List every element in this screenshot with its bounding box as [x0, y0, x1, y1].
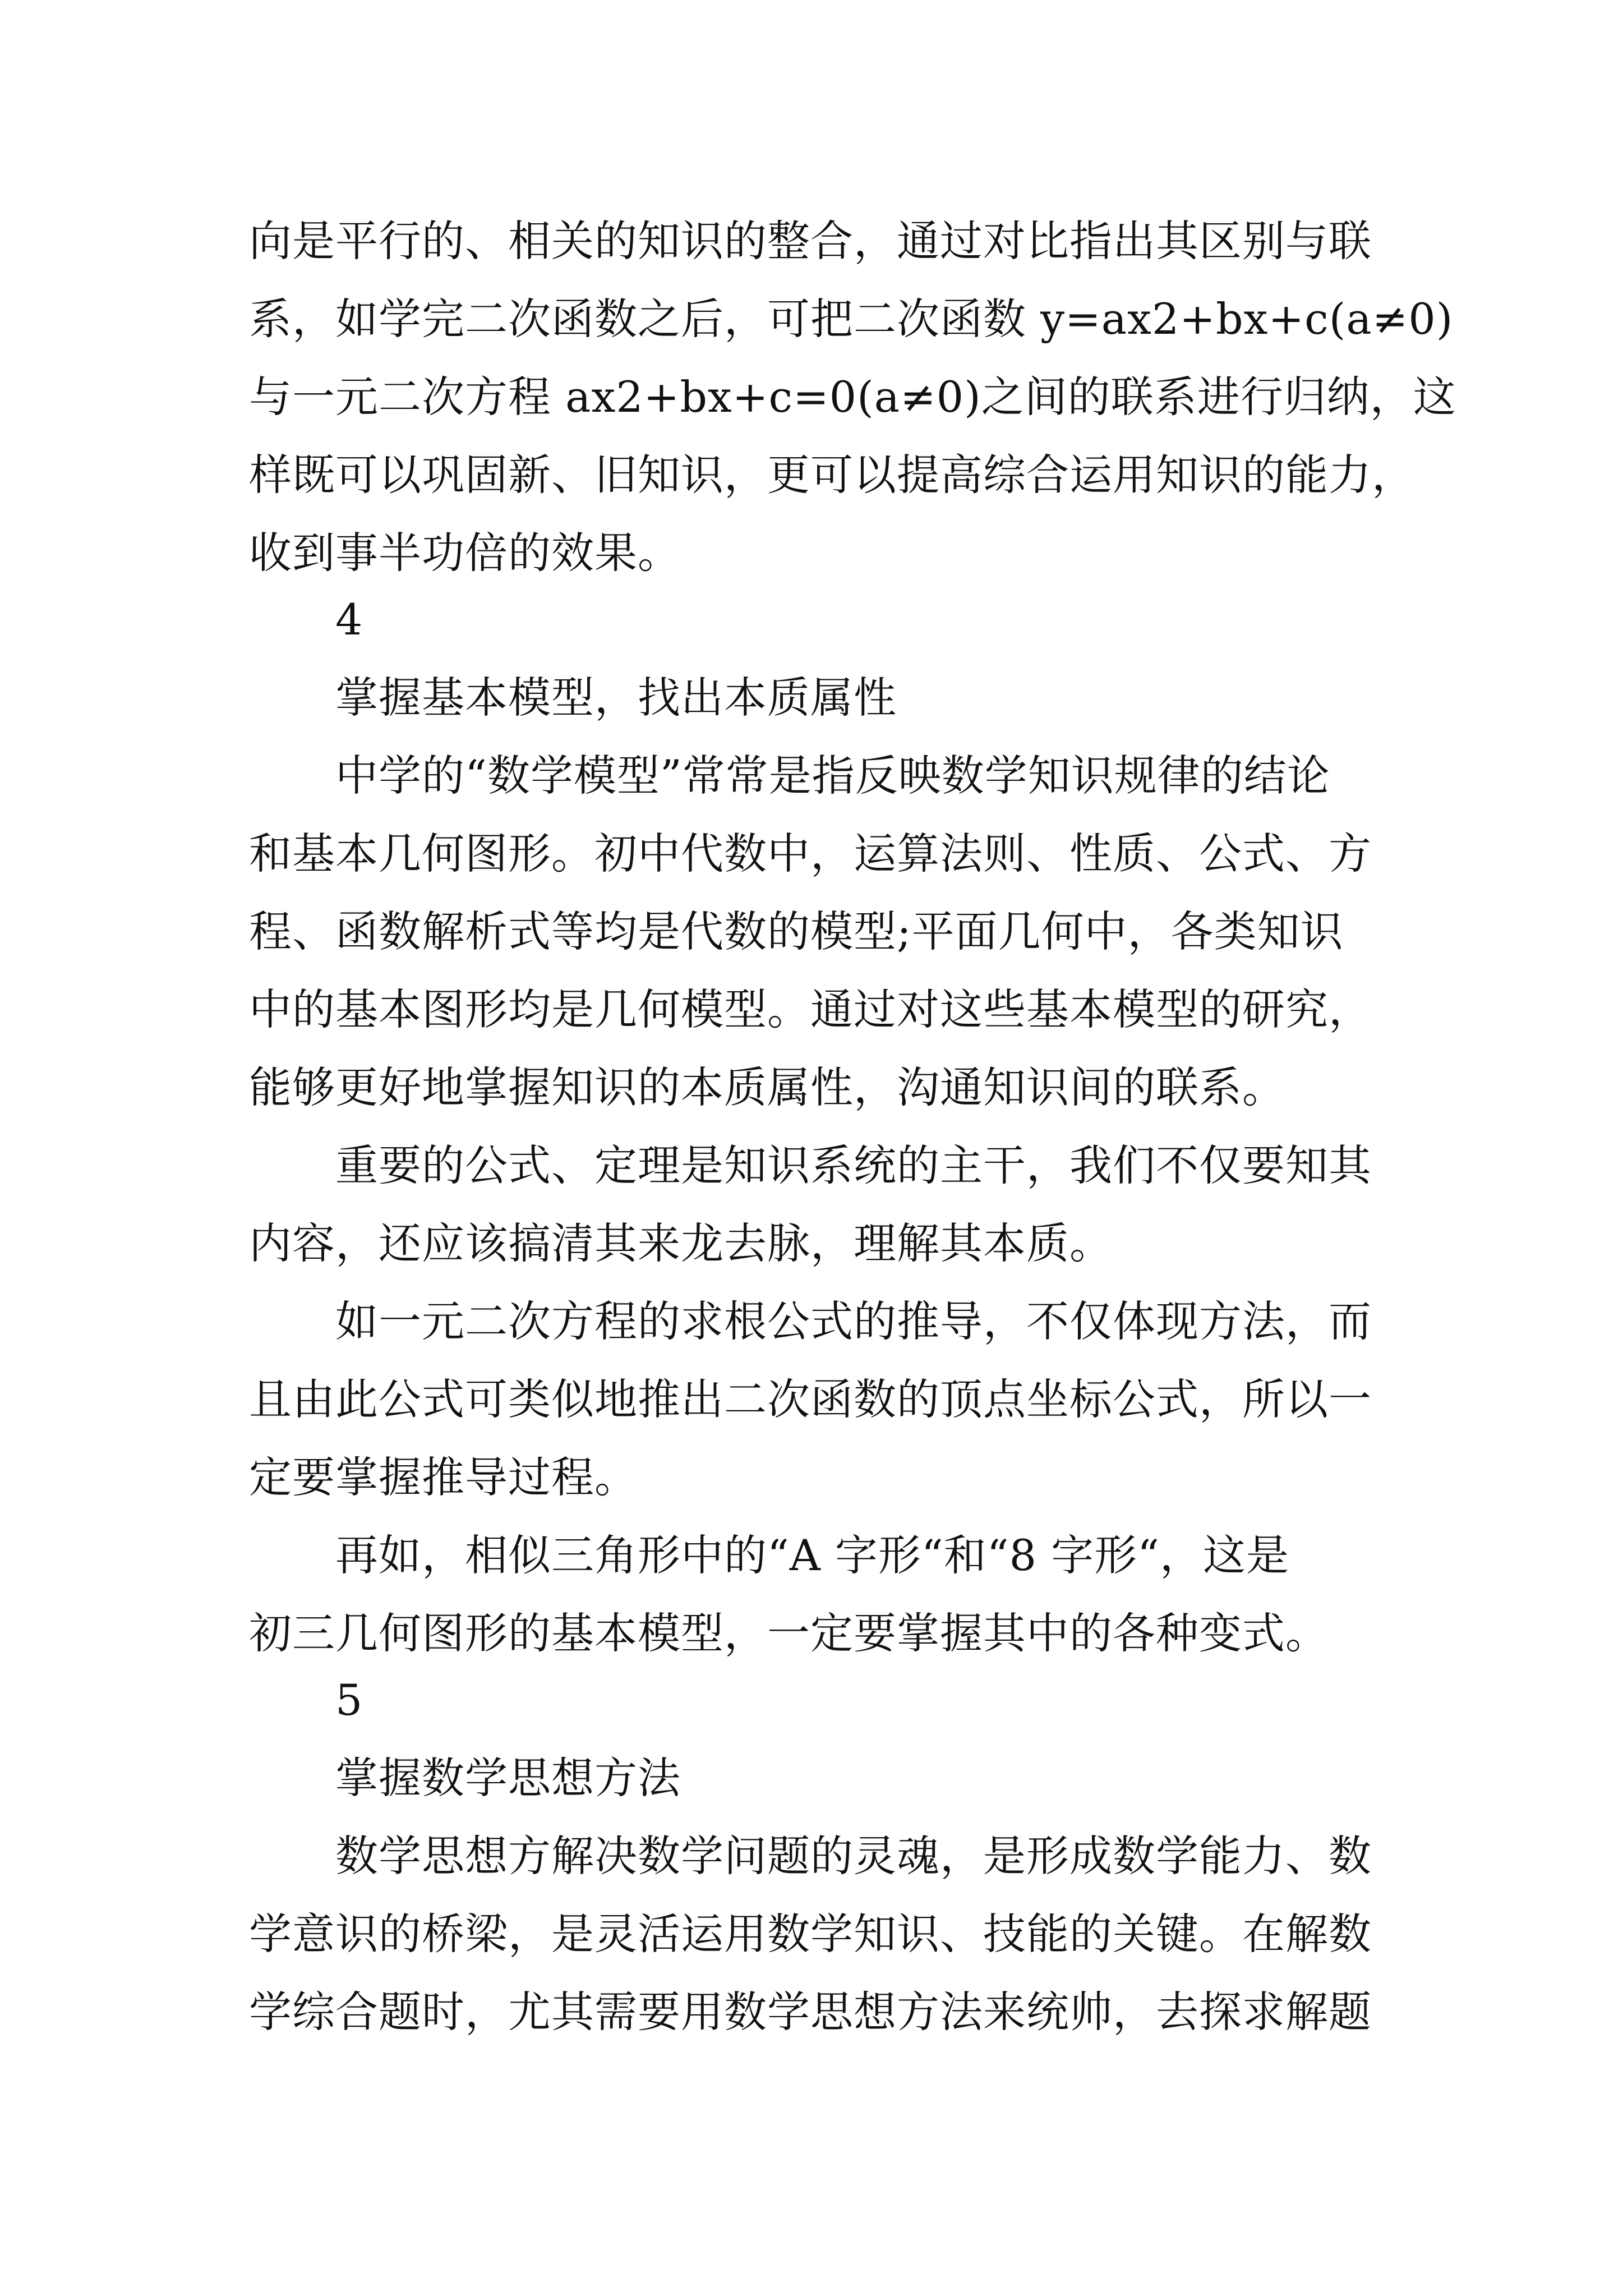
text-line: 学意识的桥梁，是灵活运用数学知识、技能的关键。在解数	[249, 1909, 1372, 1959]
text-line: 如一元二次方程的求根公式的推导，不仅体现方法，而	[335, 1296, 1372, 1346]
text-line: 数学思想方解决数学问题的灵魂，是形成数学能力、数	[335, 1831, 1372, 1881]
text-line: 中学的“数学模型”常常是指反映数学知识规律的结论	[335, 751, 1330, 800]
text-line: 定要掌握推导过程。	[249, 1452, 638, 1502]
text-line: 且由此公式可类似地推出二次函数的顶点坐标公式，所以一	[249, 1374, 1372, 1424]
section-heading: 掌握基本模型，找出本质属性	[335, 673, 897, 723]
section-heading: 掌握数学思想方法	[335, 1753, 681, 1803]
text-line: 重要的公式、定理是知识系统的主干，我们不仅要知其	[335, 1140, 1372, 1190]
text-line: 内容，还应该搞清其来龙去脉，理解其本质。	[249, 1218, 1113, 1268]
text-line: 样既可以巩固新、旧知识，更可以提高综合运用知识的能力，	[249, 450, 1415, 500]
section-number: 5	[335, 1675, 363, 1725]
text-line: 和基本几何图形。初中代数中，运算法则、性质、公式、方	[249, 829, 1372, 878]
text-line: 中的基本图形均是几何模型。通过对这些基本模型的研究，	[249, 984, 1372, 1034]
text-line: 系，如学完二次函数之后，可把二次函数 y=ax2+bx+c(a≠0)	[249, 294, 1454, 344]
text-line: 与一元二次方程 ax2+bx+c=0(a≠0)之间的联系进行归纳，这	[249, 372, 1456, 422]
text-line: 初三几何图形的基本模型，一定要掌握其中的各种变式。	[249, 1608, 1329, 1658]
text-line: 再如，相似三角形中的“A 字形“和“8 字形“，这是	[335, 1530, 1289, 1580]
text-line: 程、函数解析式等均是代数的模型;平面几何中，各类知识	[249, 907, 1344, 956]
text-line: 向是平行的、相关的知识的整合，通过对比指出其区别与联	[249, 216, 1372, 266]
text-line: 能够更好地掌握知识的本质属性，沟通知识间的联系。	[249, 1062, 1285, 1112]
section-number: 4	[335, 595, 363, 645]
text-line: 学综合题时，尤其需要用数学思想方法来统帅，去探求解题	[249, 1987, 1372, 2037]
text-line: 收到事半功倍的效果。	[249, 528, 681, 578]
